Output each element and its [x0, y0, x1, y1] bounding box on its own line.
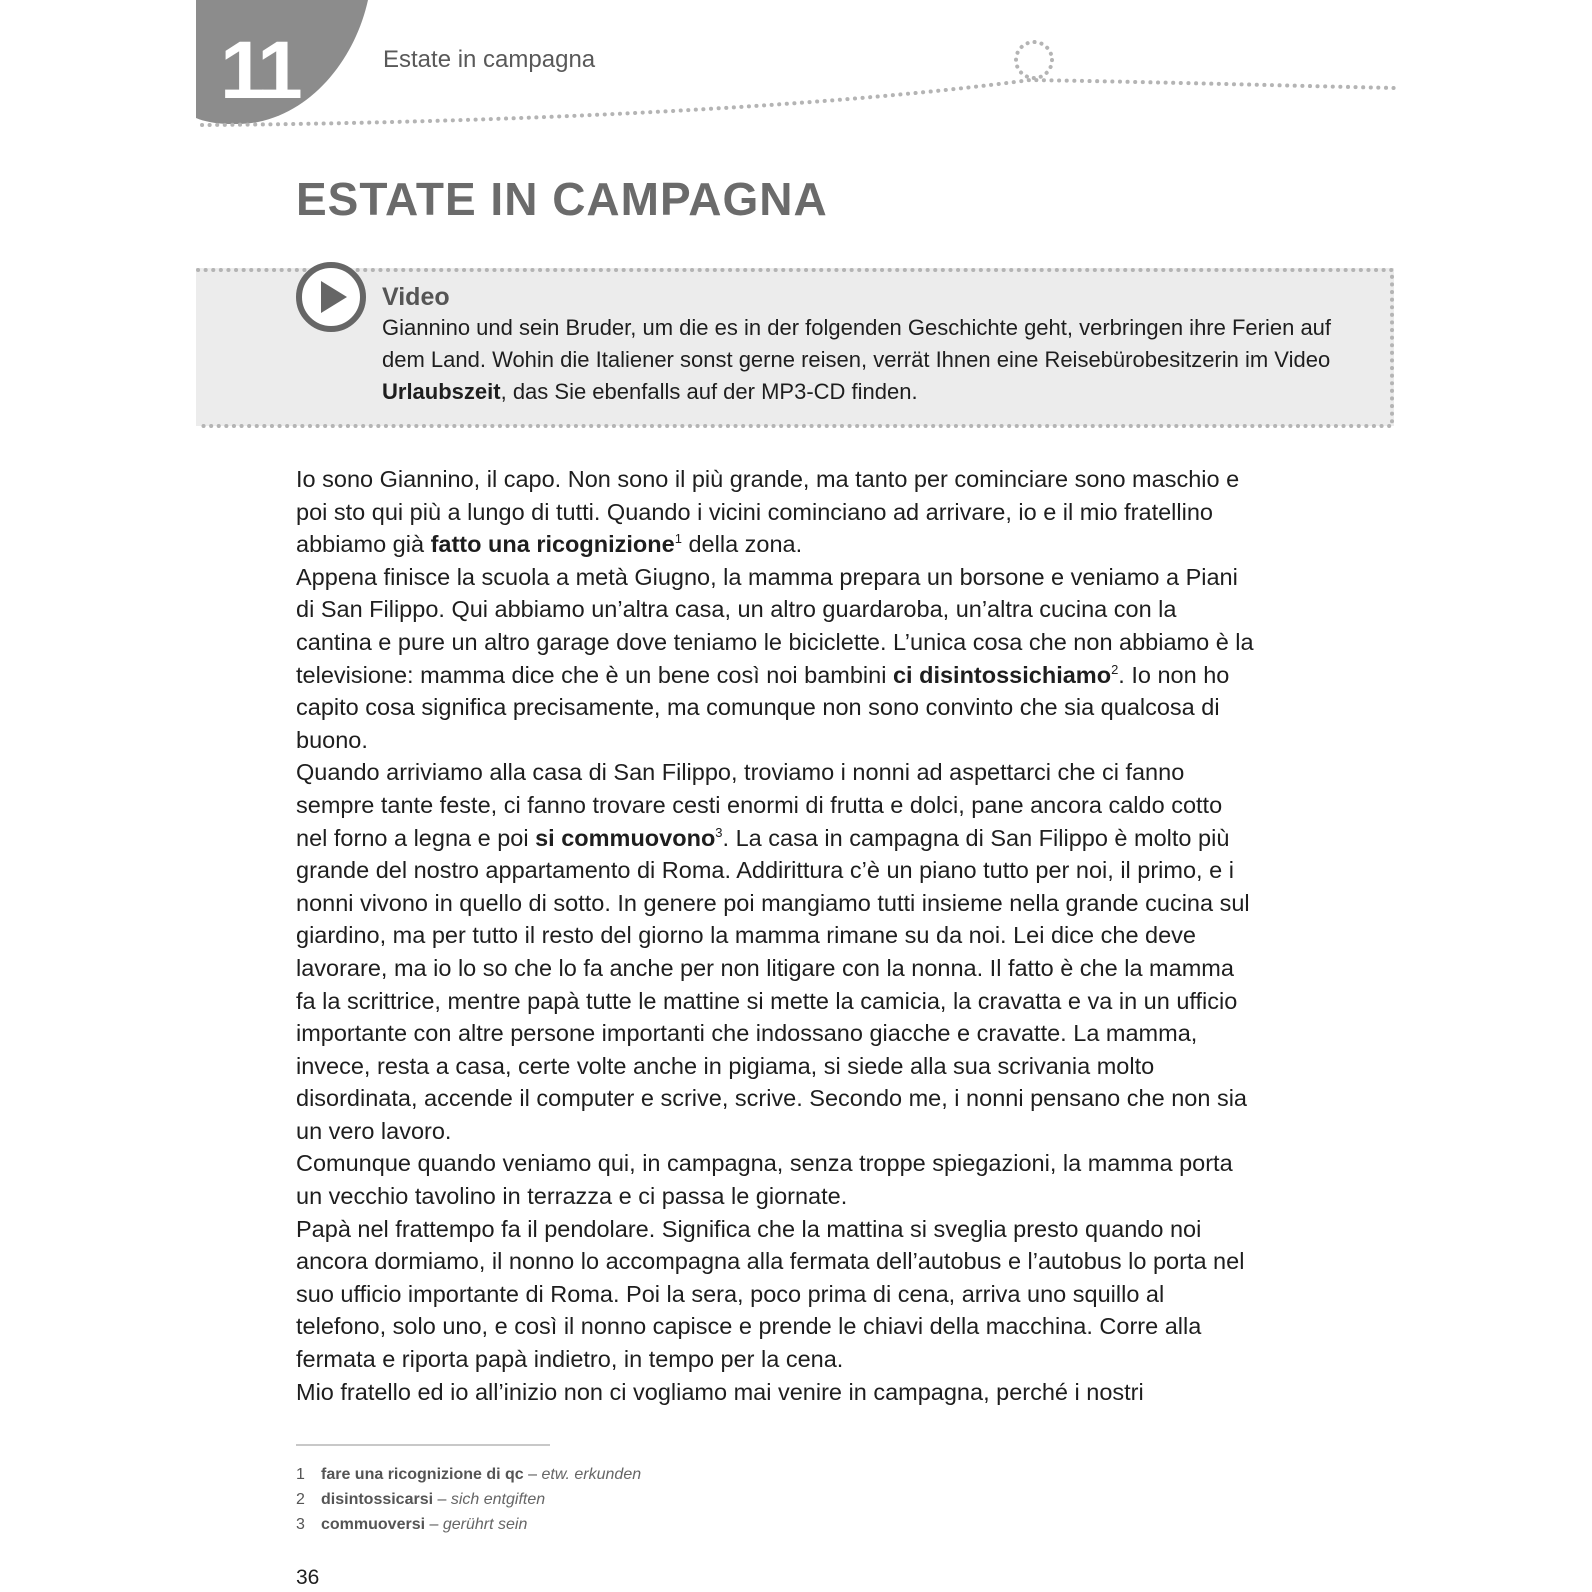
video-title-urlaubszeit: Urlaubszeit [382, 379, 501, 404]
footnote-1: 1 fare una ricognizione di qc – etw. erkunden [296, 1466, 642, 1483]
chapter-number: 11 [220, 25, 299, 116]
paragraph: Papà nel frattempo fa il pendolare. Significa che la mattina si sveglia presto quando noi ancora dormiamo, il nonno lo accompagna alla fermata dell’autobus e l’autobus lo porta nel suo ufficio importante di Roma. Poi la sera, poco prima di cena, arriva uno squillo al telefono, solo uno, e così il nonno capisce e prende le chiavi della macchina. Corre alla fermata e riporta papà indietro, in tempo per la cena. [296, 1215, 1245, 1373]
video-box [196, 268, 1394, 426]
video-text [382, 282, 1362, 408]
footnote-2: 2 disintossicarsi – sich entgiften [296, 1491, 546, 1508]
paragraph: Io sono Giannino, il capo. Non sono il più grande, ma tanto per cominciare sono maschio e poi sto qui più a lungo di tutti. Quando i vicini cominciano ad arrivare, io e il mio fratellino abbiamo già fatto una ricognizione$^1$ della zona. [296, 466, 1240, 558]
paragraph: Mio fratello ed io all’inizio non ci vogliamo mai venire in campagna, perché i nostri [296, 1378, 1144, 1405]
page-number: 36 [296, 1566, 320, 1589]
paragraph: Quando arriviamo alla casa di San Filippo, troviamo i nonni ad aspettarci che ci fanno sempre tante feste, ci fanno trovare cesti enormi di frutta e dolci, pane ancora caldo cotto nel forno a legna e poi si commuovono$^3$. La casa in campagna di San Filippo è molto più grande del nostro appartamento di Roma. Addirittura c’è un piano tutto per noi, il primo, e i nonni vivono in quello di sotto. In genere poi mangiamo tutti insieme nella grande cucina sul giardino, ma per tutto il resto del giorno la mamma rimane su da noi. Lei dice che deve lavorare, ma io lo so che lo fa anche per non litigare con la nonna. Il fatto è che la mamma fa la scrittrice, mentre papà tutte le mattine si mette la camicia, la cravatta e va in un ufficio importante con altre persone importanti che indossano giacche e cravatte. La mamma, invece, resta a casa, certe volte anche in pigiama, si siede alla sua scrivania molto disordinata, accende il computer e scrive, scrive. Secondo me, i nonni pensano che non sia un vero lavoro. [296, 759, 1250, 1144]
play-icon[interactable] [294, 260, 368, 334]
story-text [296, 463, 1256, 1408]
footnote-3: 3 commuoversi – gerührt sein [296, 1516, 528, 1533]
running-header: Estate in campagna [383, 46, 596, 73]
glossed-term: ci disintossichiamo [892, 661, 1112, 688]
footnote-rule [296, 1444, 550, 1446]
video-heading: Video [382, 283, 450, 311]
paragraph: Appena finisce la scuola a metà Giugno, la mamma prepara un borsone e veniamo a Piani di San Filippo. Qui abbiamo un’altra casa, un altro guardaroba, un’altra cucina con la cantina e pure un altro garage dove teniamo le biciclette. L’unica cosa che non abbiamo è la televisione: mamma dice che è un bene così noi bambini ci disintossichiamo$^2$. Io non ho capito cosa significa precisamente, ma comunque non sono convinto che sia qualcosa di buono. [296, 563, 1254, 753]
footnote-ref: 1 [674, 531, 682, 547]
flower-icon [1016, 42, 1052, 78]
dotted-divider [0, 0, 1592, 140]
page-title: ESTATE IN CAMPAGNA [296, 173, 828, 225]
footnote-ref: 2 [1111, 661, 1119, 677]
video-description: Giannino und sein Bruder, um die es in der folgenden Geschichte geht, verbringen ihre Ferien auf dem Land. Wohin die Italiener sonst gerne reisen, verrät Ihnen eine Reisebürobesitzerin im Video Urlaubszeit, das Sie ebenfalls auf der MP3-CD finden. [382, 315, 1332, 404]
glossed-term: si commuovono [535, 824, 716, 851]
footnote-ref: 3 [715, 824, 723, 840]
paragraph: Comunque quando veniamo qui, in campagna, senza troppe spiegazioni, la mamma porta un vecchio tavolino in terrazza e ci passa le giornate. [296, 1150, 1233, 1210]
glossed-term: fatto una ricognizione [430, 531, 675, 558]
footnotes [296, 1462, 641, 1537]
